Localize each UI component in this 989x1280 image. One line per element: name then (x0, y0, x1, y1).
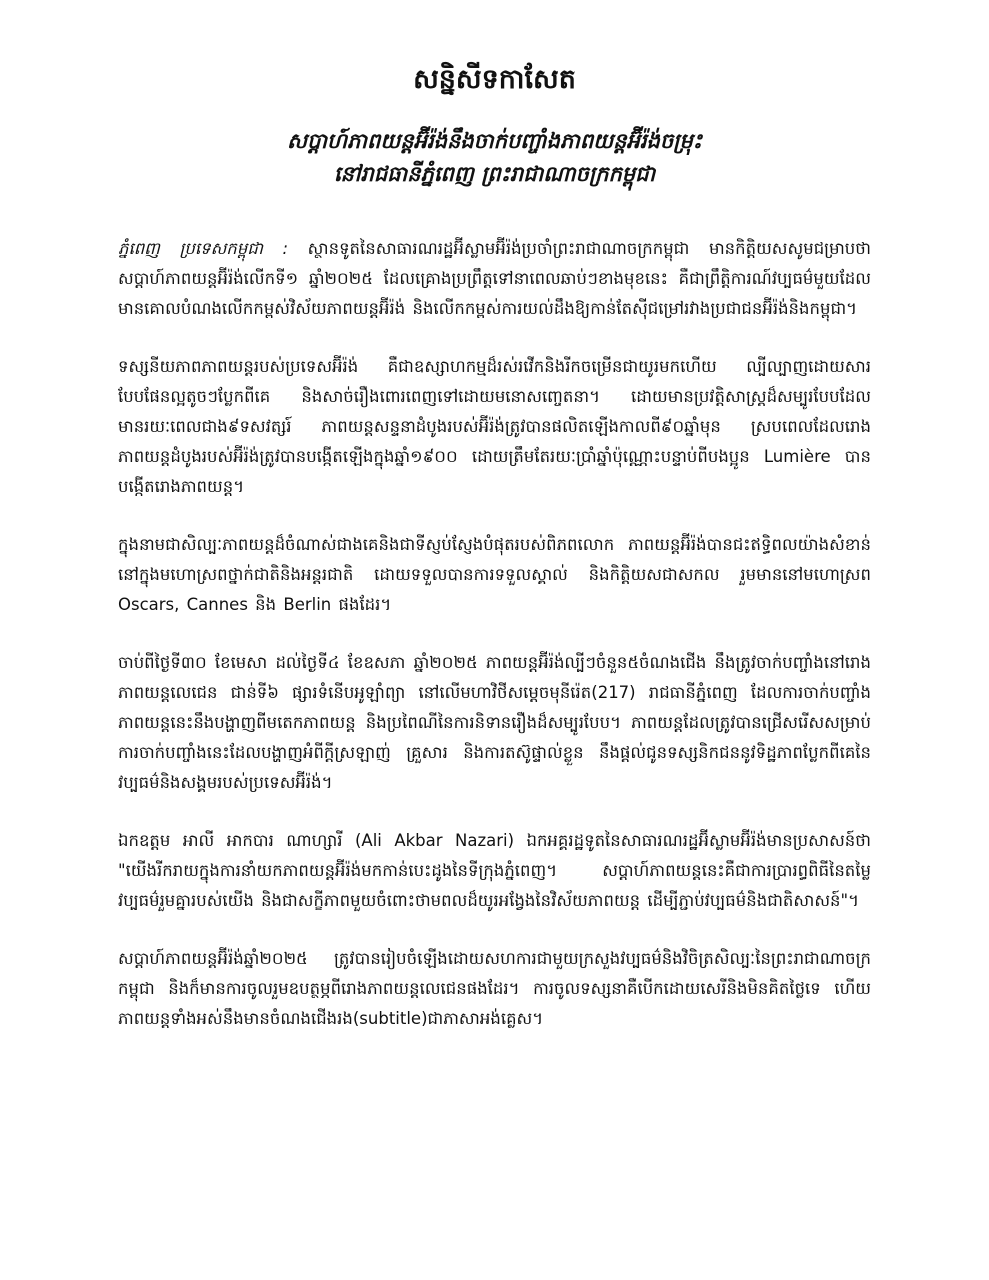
dateline: ភ្នំពេញ ប្រទេសកម្ពុជា : (118, 239, 289, 259)
paragraph-text: ស្ថានទូតនៃសាធារណរដ្ឋអ៊ីស្លាមអ៊ីរ៉ង់ប្រចាំព្រះរាជាណាចក្រកម្ពុជា មានកិត្តិយសសូមជម្រាបថា សប្តាហ៍ភាពយន្តអ៊ីរ៉ង់លើកទី១ ឆ្នាំ២០២៥ ដែលគ្រោងប្រព្រឹត្តទៅនាពេលឆាប់ៗខាងមុខនេះ គឺជាព្រឹត្តិការណ៍វប្បធម៌មួយដែលមានគោលបំណងលើកកម្ពស់វិស័យភាពយន្តអ៊ីរ៉ង់ និងលើកកម្ពស់ការយល់ដឹងឱ្យកាន់តែស៊ីជម្រៅរវាងប្រជាជនអ៊ីរ៉ង់និងកម្ពុជា។ (118, 239, 871, 319)
subtitle-line: សប្តាហ៍ភាពយន្តអ៊ីរ៉ង់នឹងចាក់បញ្ចាំងភាពយន្តអ៊ីរ៉ង់ចម្រុះ (287, 129, 702, 154)
body-paragraph: ចាប់ពីថ្ងៃទី៣០ ខែមេសា ដល់ថ្ងៃទី៤ ខែឧសភា ឆ្នាំ២០២៥ ភាពយន្តអ៊ីរ៉ង់ល្បីៗចំនួន៥ចំណងជើង នឹងត្រូវចាក់បញ្ចាំងនៅរោងភាពយន្តលេជេន ជាន់ទី៦ ផ្សារទំនើបអូឡាំព្យា នៅលើមហាវិថីសម្តេចមុនីរ៉េត(217) រាជធានីភ្នំពេញ ដែលការចាក់បញ្ចាំងភាពយន្តនេះនឹងបង្ហាញពីមតេកភាពយន្ត និងប្រពៃណីនៃការនិទានរឿងដ៏សម្បូរបែប។ ភាពយន្តដែលត្រូវបានជ្រើសរើសសម្រាប់ការចាក់បញ្ចាំងនេះដែលបង្ហាញអំពីក្តីស្រឡាញ់ គ្រួសារ និងការតស៊ូផ្ទាល់ខ្លួន នឹងផ្តល់ជូនទស្សនិកជននូវទិដ្ឋភាពប្លែកពីគេនៃវប្បធម៌និងសង្គមរបស់ប្រទេសអ៊ីរ៉ង់។ (118, 653, 871, 793)
body-paragraph: ក្នុងនាមជាសិល្បៈភាពយន្តដ៏ចំណាស់ជាងគេនិងជាទីស្ញប់ស្ញែងបំផុតរបស់ពិភពលោក ភាពយន្តអ៊ីរ៉ង់បានជះឥទ្ធិពលយ៉ាងសំខាន់នៅក្នុងមហោស្រពថ្នាក់ជាតិនិងអន្តរជាតិ ដោយទទួលបានការទទួលស្គាល់ និងកិត្តិយសជាសកល រួមមាននៅមហោស្រព Oscars, Cannes និង Berlin ផងដែរ។ (118, 535, 871, 615)
body-paragraph: ឯកឧត្តម អាលី អាកបារ ណាហ្សារី (Ali Akbar Nazari) ឯកអគ្គរដ្ឋទូតនៃសាធារណរដ្ឋអ៊ីស្លាមអ៊ីរ៉ង់មានប្រសាសន៍ថា "យើងរីករាយក្នុងការនាំយកភាពយន្តអ៊ីរ៉ង់មកកាន់បេះដូងនៃទីក្រុងភ្នំពេញ។ សប្តាហ៍ភាពយន្តនេះគឺជាការប្រារព្ធពិធីនៃតម្លៃវប្បធម៌រួមគ្នារបស់យើង និងជាសក្ខីភាពមួយចំពោះថាមពលដ៏យូរអង្វែងនៃវិស័យភាពយន្ត ដើម្បីភ្ជាប់វប្បធម៌និងជាតិសាសន៍"។ (118, 831, 871, 911)
body-paragraph: សប្តាហ៍ភាពយន្តអ៊ីរ៉ង់ឆ្នាំ២០២៥ ត្រូវបានរៀបចំឡើងដោយសហការជាមួយក្រសួងវប្បធម៌និងវិចិត្រសិល្បៈនៃព្រះរាជាណាចក្រកម្ពុជា និងក៏មានការចូលរួមឧបត្ថម្ភពីរោងភាពយន្តលេជេនផងដែរ។ ការចូលទស្សនាគឺបើកដោយសេរីនិងមិនគិតថ្លៃទេ ហើយភាពយន្តទាំងអស់នឹងមានចំណងជើងរង(subtitle)ជាភាសាអង់គ្លេស។ (118, 949, 871, 1029)
body-paragraph (118, 234, 871, 324)
document-title: សន្និសីទកាសែត (413, 64, 576, 95)
document-subtitle (118, 125, 871, 190)
subtitle-line: នៅរាជធានីភ្នំពេញ ព្រះរាជាណាចក្រកម្ពុជា (333, 161, 656, 186)
body-paragraph: ទស្សនីយភាពភាពយន្តរបស់ប្រទេសអ៊ីរ៉ង់ គឺជាឧស្សាហកម្មដ៏រស់រវើកនិងរីកចម្រើនជាយូរមកហើយ ល្បីល្បាញដោយសារបែបផែនល្អតូចៗប្លែកពីគេ និងសាច់រឿងពោរពេញទៅដោយមនោសញ្ចេតនា។ ដោយមានប្រវត្តិសាស្ត្រដ៏សម្បូរបែបដែលមានរយៈពេលជាង៩ទសវត្សរ៍ ភាពយន្តសន្ទនាដំបូងរបស់អ៊ីរ៉ង់ត្រូវបានផលិតឡើងកាលពី៩០ឆ្នាំមុន ស្របពេលដែលរោងភាពយន្តដំបូងរបស់អ៊ីរ៉ង់ត្រូវបានបង្កើតឡើងក្នុងឆ្នាំ១៩០០ ដោយត្រឹមតែរយៈប្រាំឆ្នាំប៉ុណ្ណោះបន្ទាប់ពីបងប្អូន Lumière បានបង្កើតរោងភាពយន្ត។ (118, 357, 871, 497)
